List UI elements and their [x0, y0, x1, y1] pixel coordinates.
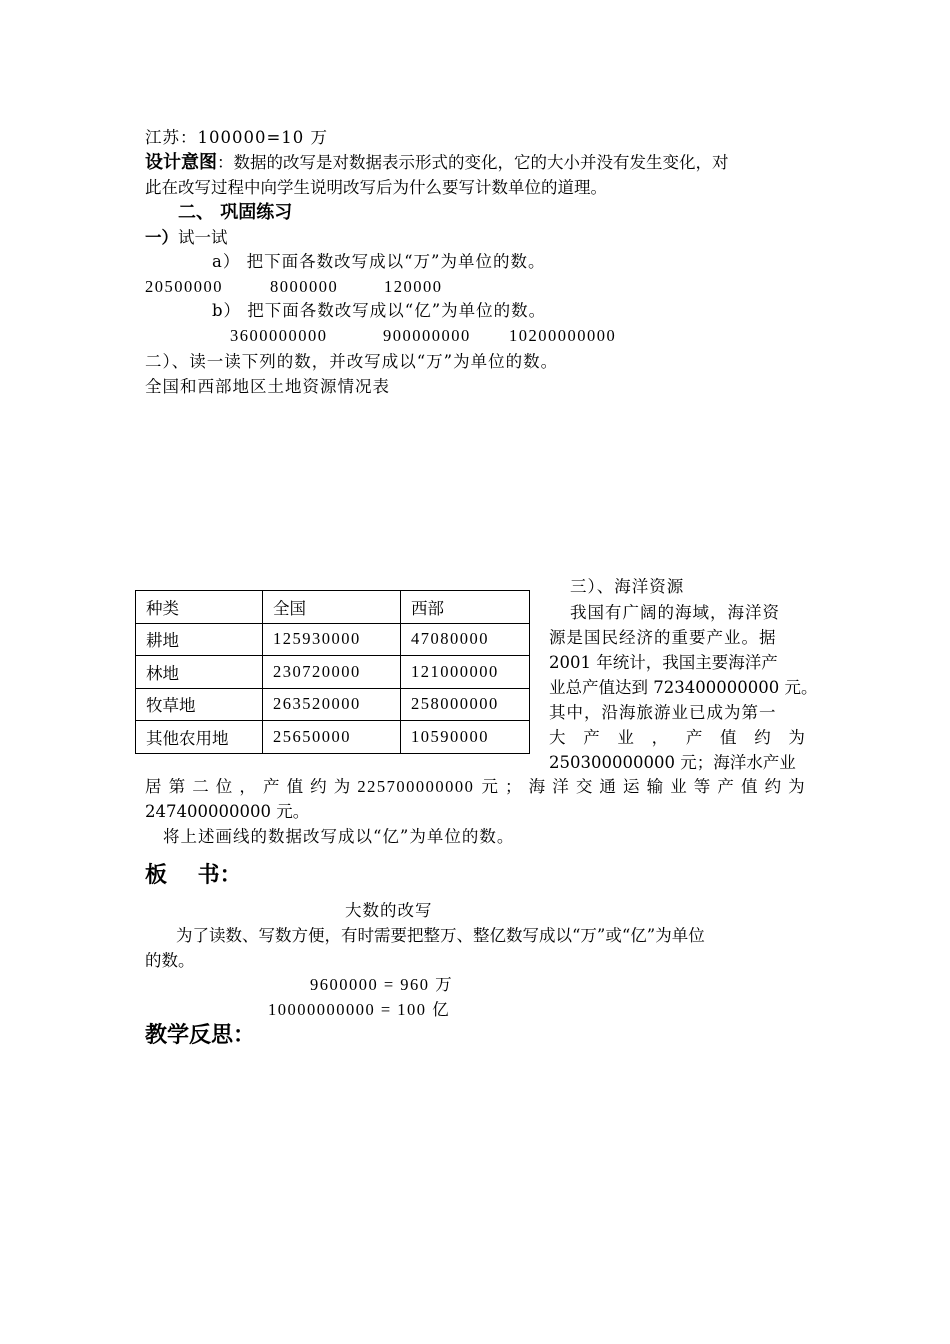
- item-b-number-1: 3600000000: [230, 326, 328, 345]
- ocean-char: 第: [168, 777, 186, 796]
- board-text-line1: 为了读数、写数方便，有时需要把整万、整亿数写成以“万”或“亿”为单位: [176, 926, 705, 945]
- table-header-row: [136, 591, 530, 624]
- table-row: [136, 721, 530, 754]
- ocean-char: 约: [764, 777, 782, 796]
- land-resources-table: [135, 590, 530, 754]
- item-b-instruction: b） 把下面各数改写成以“亿”为单位的数。: [212, 301, 547, 320]
- table-cell: 10590000: [401, 721, 530, 754]
- ocean-char: 二: [192, 777, 209, 796]
- table-cell: 其他农用地: [136, 721, 263, 754]
- design-intent-line2: 此在改写过程中向学生说明改写后为什么要写计数单位的道理。: [145, 178, 607, 197]
- ocean-line: 其中，沿海旅游业已成为第一: [549, 703, 777, 722]
- ocean-char: ；: [505, 777, 522, 796]
- table-header: 种类: [136, 591, 263, 624]
- jiangsu-example: 江苏：100000=10 万: [145, 128, 329, 147]
- ocean-char: 交: [575, 777, 593, 796]
- design-intent-label: 设计意图: [145, 152, 217, 173]
- part1-label: 一）: [145, 228, 178, 247]
- ocean-title: 三）、海洋资源: [570, 577, 685, 596]
- table-cell: 230720000: [263, 656, 401, 689]
- ocean-char: 产: [262, 777, 280, 796]
- ocean-line: 源是国民经济的重要产业。据: [549, 628, 777, 647]
- ocean-task: 将上述画线的数据改写成以“亿”为单位的数。: [163, 827, 515, 846]
- table-row: [136, 656, 530, 689]
- ocean-char: 运: [623, 777, 640, 796]
- ocean-char: 约: [310, 777, 327, 796]
- ocean-char: 为: [788, 728, 805, 747]
- ocean-char: 产: [685, 728, 703, 747]
- table-cell: 121000000: [401, 656, 530, 689]
- item-a-instruction: a） 把下面各数改写成以“万”为单位的数。: [212, 252, 546, 271]
- ocean-char: 海: [528, 777, 546, 796]
- board-label: 板 书：: [145, 863, 242, 888]
- board-text-line2: 的数。: [145, 951, 195, 970]
- item-b-number-3: 10200000000: [509, 326, 617, 345]
- ocean-char: 产: [717, 777, 734, 796]
- ocean-char: 输: [646, 777, 664, 796]
- board-title: 大数的改写: [345, 901, 433, 920]
- ocean-line: 我国有广阔的海域，海洋资: [570, 603, 780, 622]
- table-cell: 47080000: [401, 623, 530, 656]
- ocean-char: 值: [720, 728, 737, 747]
- ocean-line-full-width: [145, 775, 805, 799]
- table-header: 全国: [263, 591, 401, 624]
- item-a-number-3: 120000: [384, 277, 443, 296]
- ocean-char: 位: [215, 777, 233, 796]
- part1-text: 试一试: [178, 228, 228, 247]
- board-equation-2: 10000000000 = 100 亿: [268, 1000, 451, 1019]
- part1-title: [145, 226, 228, 250]
- table-cell: 牧草地: [136, 688, 263, 721]
- ocean-char: 通: [599, 777, 616, 796]
- ocean-line: 250300000000 元；海洋水产业: [549, 753, 796, 772]
- design-intent-line1: [145, 151, 729, 175]
- ocean-line: 业总产值达到 723400000000 元。: [549, 678, 818, 697]
- table-cell: 263520000: [263, 688, 401, 721]
- ocean-char: 为: [788, 777, 805, 796]
- table-row: [136, 688, 530, 721]
- ocean-char: 居: [145, 777, 162, 796]
- table-cell: 25650000: [263, 721, 401, 754]
- reflection-label: 教学反思：: [145, 1023, 256, 1048]
- item-b-number-2: 900000000: [383, 326, 471, 345]
- ocean-line: 247400000000 元。: [145, 802, 310, 821]
- ocean-char: 约: [754, 728, 771, 747]
- design-intent-text: ：数据的改写是对数据表示形式的变化，它的大小并没有发生变化，对: [217, 153, 729, 172]
- ocean-char: 洋: [552, 777, 569, 796]
- table-header: 西部: [401, 591, 530, 624]
- ocean-char: 业: [670, 777, 687, 796]
- ocean-char: 业: [617, 728, 634, 747]
- table-cell: 耕地: [136, 623, 263, 656]
- item-a-number-1: 20500000: [145, 277, 223, 296]
- table-cell: 258000000: [401, 688, 530, 721]
- ocean-char: ，: [651, 728, 669, 747]
- ocean-char: 元: [481, 777, 498, 796]
- table-row: [136, 623, 530, 656]
- ocean-line: 2001 年统计，我国主要海洋产: [549, 653, 778, 672]
- ocean-char: 值: [286, 777, 304, 796]
- ocean-char: 大: [549, 728, 566, 747]
- ocean-char: 等: [693, 777, 711, 796]
- section-heading-practice: 二、 巩固练习: [178, 202, 293, 223]
- table-cell: 125930000: [263, 623, 401, 656]
- part2-instruction: 二）、读一读下列的数，并改写成以“万”为单位的数。: [145, 352, 559, 371]
- table-cell: 林地: [136, 656, 263, 689]
- ocean-char: 为: [333, 777, 351, 796]
- ocean-line-justified: [549, 725, 805, 750]
- ocean-char: 值: [740, 777, 758, 796]
- land-table-title: 全国和西部地区土地资源情况表: [145, 377, 390, 396]
- ocean-char: 产: [583, 728, 600, 747]
- board-equation-1: 9600000 = 960 万: [310, 975, 454, 994]
- ocean-char: ，: [239, 777, 256, 796]
- ocean-number: 225700000000: [357, 777, 475, 796]
- item-a-number-2: 8000000: [270, 277, 339, 296]
